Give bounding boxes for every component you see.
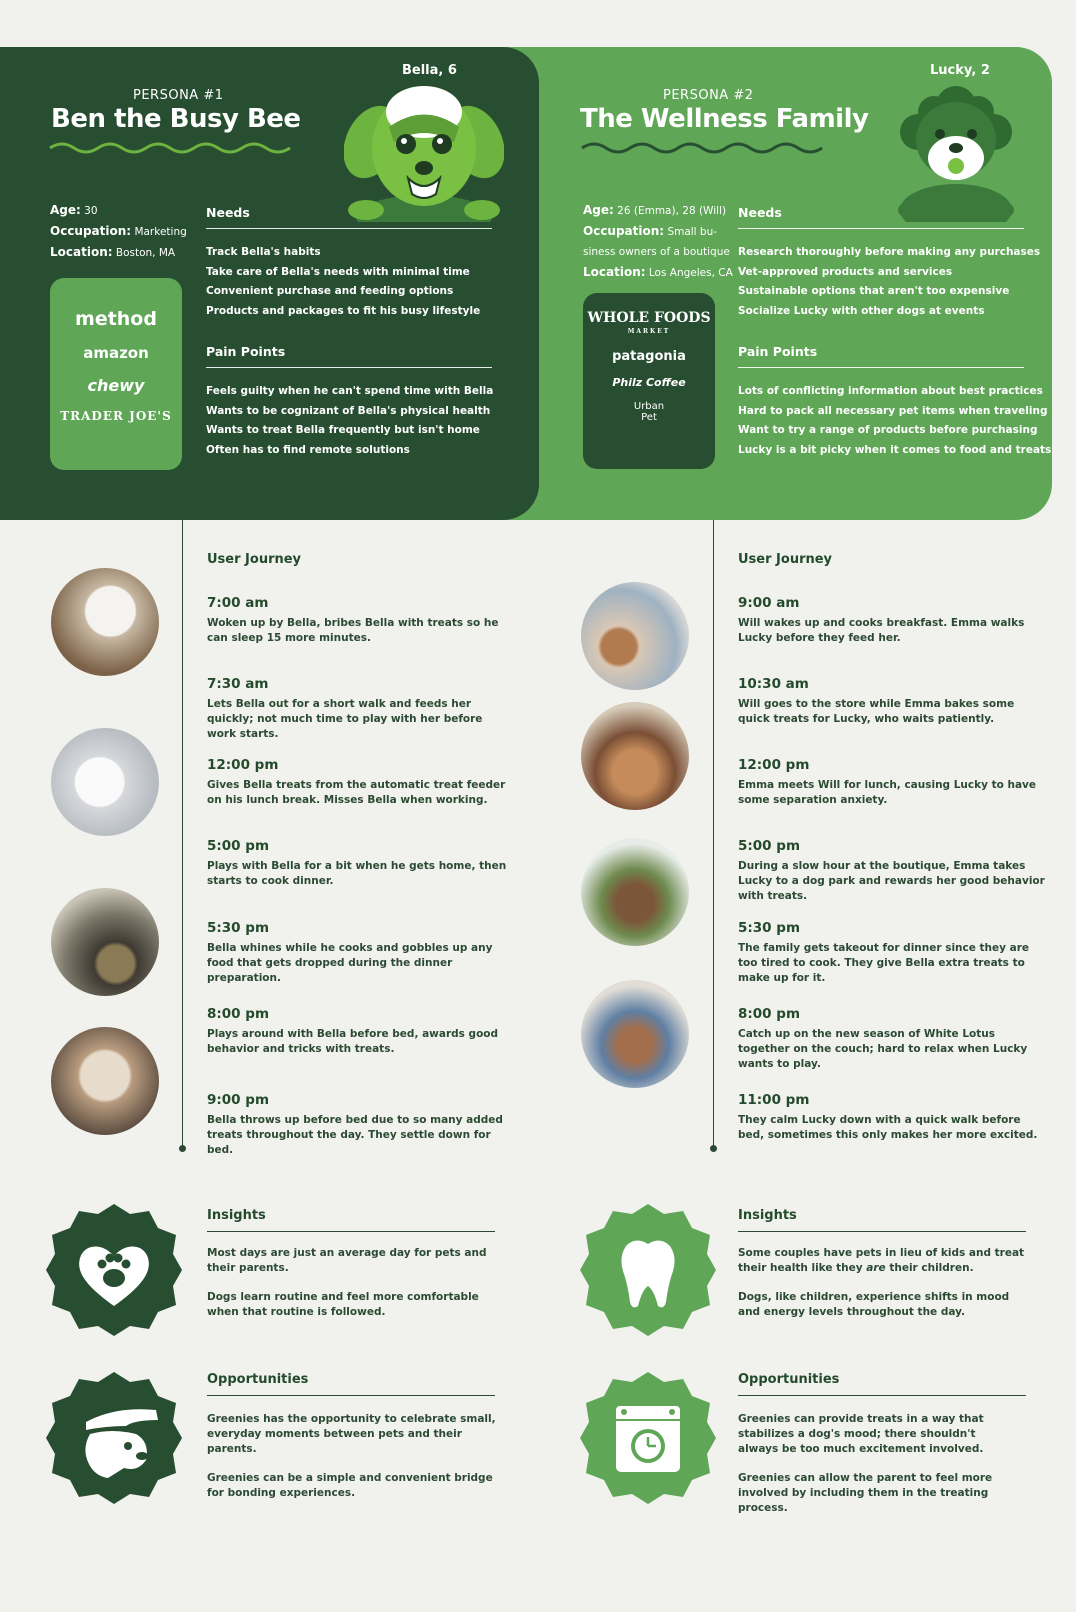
journey-entry: 5:00 pm During a slow hour at the boutique, Emma takes Lucky to a dog park and rewards her good behavior with treats.	[738, 838, 1045, 902]
lucky-dog-illustration-icon	[894, 82, 1018, 222]
needs-heading: Needs	[738, 205, 1024, 229]
journey-entry: 8:00 pm Catch up on the new season of White Lotus together on the couch; hard to relax when Lucky wants to play.	[738, 1006, 1028, 1070]
journey-entry: 12:00 pm Emma meets Will for lunch, causing Lucky to have some separation anxiety.	[738, 757, 1037, 806]
opportunity-text: Greenies can allow the parent to feel more involved by including them in the treating process.	[738, 1472, 993, 1514]
persona1-pain-points	[206, 344, 493, 460]
list-item: Track Bella's habits	[206, 246, 321, 258]
persona1-demographics	[50, 200, 187, 263]
wave-underline-icon	[48, 140, 298, 156]
insight-text: Dogs learn routine and feel more comfortable when that routine is followed.	[207, 1291, 479, 1318]
persona2-opportunities	[738, 1372, 1026, 1516]
journey-entry: 12:00 pm Gives Bella treats from the automatic treat feeder on his lunch break. Misses Bella when working.	[207, 757, 506, 806]
location-label: Location:	[583, 265, 646, 279]
persona2-label: PERSONA #2	[663, 88, 754, 103]
insight-text: Most days are just an average day for pets and their parents.	[207, 1247, 487, 1274]
opportunities-heading: Opportunities	[207, 1372, 495, 1396]
photo-couch-family	[581, 980, 689, 1088]
insight-text: Some couples have pets in lieu of kids and treat their health like they are their children.	[738, 1247, 1025, 1274]
persona2-insights	[738, 1208, 1028, 1320]
persona2-brand-box	[583, 293, 715, 469]
hand-petting-dog-icon	[46, 1370, 182, 1506]
list-item: Hard to pack all necessary pet items when traveling	[738, 404, 1048, 417]
list-item: Take care of Bella's needs with minimal time	[206, 265, 470, 278]
occupation-label: Occupation:	[583, 224, 665, 238]
journey1-heading: User Journey	[207, 552, 302, 567]
persona1-dog-name: Bella, 6	[402, 63, 457, 78]
persona2-name: The Wellness Family	[580, 104, 869, 134]
bella-dog-illustration-icon	[344, 82, 504, 222]
persona2-dog-name: Lucky, 2	[930, 63, 990, 78]
journey2-heading: User Journey	[738, 552, 833, 567]
photo-breakfast	[581, 582, 689, 690]
list-item: Convenient purchase and feeding options	[206, 285, 454, 298]
persona1-brand-box	[50, 278, 182, 470]
tooth-icon	[580, 1202, 716, 1338]
occupation-value: Marketing	[134, 226, 187, 238]
journey-entry: 8:00 pm Plays around with Bella before bed, awards good behavior and tricks with treats.	[207, 1006, 499, 1055]
journey-entry: 10:30 am Will goes to the store while Emma bakes some quick treats for Lucky, who waits patiently.	[738, 676, 1015, 725]
photo-kitchen-cooking	[51, 888, 159, 996]
list-item: Wants to be cognizant of Bella's physical health	[206, 404, 491, 417]
insight-text: Dogs, like children, experience shifts in mood and energy levels throughout the day.	[738, 1291, 1010, 1318]
journey-entry: 9:00 pm Bella throws up before bed due to so many added treats throughout the day. They settle down for bed.	[207, 1092, 503, 1156]
list-item: Sustainable options that aren't too expensive	[738, 285, 1010, 298]
journey-entry: 7:00 am Woken up by Bella, bribes Bella with treats so he can sleep 15 more minutes.	[207, 595, 499, 644]
insights-heading: Insights	[738, 1208, 1026, 1232]
heart-paw-icon	[46, 1202, 182, 1338]
persona2-pain-points	[738, 344, 1051, 460]
pain-points-heading: Pain Points	[206, 344, 492, 368]
persona1-needs	[206, 205, 492, 321]
photo-dog-resting	[51, 1027, 159, 1135]
persona1-label: PERSONA #1	[133, 88, 224, 103]
list-item: Want to try a range of products before purchasing	[738, 424, 1038, 437]
treat-dispenser-icon	[580, 1370, 716, 1506]
opportunities-heading: Opportunities	[738, 1372, 1026, 1396]
wave-underline-icon	[580, 140, 836, 156]
journey-entry: 5:00 pm Plays with Bella for a bit when he gets home, then starts to cook dinner.	[207, 838, 507, 887]
timeline-line-1	[182, 520, 183, 1148]
opportunity-text: Greenies has the opportunity to celebrate small, everyday moments between pets and their parents.	[207, 1413, 496, 1455]
journey-entry: 11:00 pm They calm Lucky down with a quick walk before bed, sometimes this only makes her more excited.	[738, 1092, 1038, 1141]
age-value: 30	[84, 205, 98, 217]
persona1-name: Ben the Busy Bee	[51, 104, 301, 134]
persona1-insights	[207, 1208, 497, 1320]
timeline-end-dot	[710, 1145, 717, 1152]
brand-urbanpet-logo: Urban Pet	[633, 401, 665, 423]
journey-entry: 5:30 pm The family gets takeout for dinner since they are too tired to cook. They give Bella extra treats to make up for it.	[738, 920, 1030, 984]
photo-dog-standing	[51, 568, 159, 676]
opportunity-text: Greenies can be a simple and convenient bridge for bonding experiences.	[207, 1472, 493, 1499]
brand-philz-logo: Philz Coffee	[612, 376, 686, 389]
persona2-needs	[738, 205, 1040, 321]
age-label: Age:	[583, 203, 614, 217]
brand-patagonia-logo: patagonia	[612, 349, 686, 364]
journey-entry: 7:30 am Lets Bella out for a short walk and feeds her quickly; not much time to play with her before work starts.	[207, 676, 483, 740]
photo-boutique-store	[581, 702, 689, 810]
persona1-opportunities	[207, 1372, 497, 1501]
list-item: Wants to treat Bella frequently but isn't home	[206, 424, 480, 437]
list-item: Research thoroughly before making any purchases	[738, 246, 1041, 258]
location-value: Boston, MA	[115, 247, 176, 259]
list-item: Lucky is a bit picky when it comes to food and treats	[738, 443, 1052, 456]
photo-dog-feeder	[51, 728, 159, 836]
list-item: Socialize Lucky with other dogs at events	[738, 304, 985, 317]
brand-amazon-logo: amazon	[83, 344, 149, 362]
persona2-demographics	[583, 200, 733, 283]
occupation-value: Small bu-	[667, 226, 718, 238]
brand-traderjoes-logo: TRADER JOE'S	[60, 409, 172, 423]
pain-points-heading: Pain Points	[738, 344, 1024, 368]
age-value: 26 (Emma), 28 (Will)	[617, 205, 727, 217]
needs-heading: Needs	[206, 205, 492, 229]
occupation-value-cont: siness owners of a boutique	[583, 246, 730, 258]
journey-entry: 5:30 pm Bella whines while he cooks and gobbles up any food that gets dropped during the dinner preparation.	[207, 920, 493, 984]
brand-chewy-logo: chewy	[87, 376, 145, 395]
age-label: Age:	[50, 203, 81, 217]
timeline-line-2	[713, 520, 714, 1148]
photo-dog-park	[581, 838, 689, 946]
location-value: Los Angeles, CA	[648, 267, 733, 279]
list-item: Vet-approved products and services	[738, 265, 953, 278]
list-item: Often has to find remote solutions	[206, 443, 410, 456]
location-label: Location:	[50, 245, 113, 259]
list-item: Lots of conflicting information about best practices	[738, 385, 1043, 397]
insights-heading: Insights	[207, 1208, 495, 1232]
brand-wholefoods-logo: WHOLE FOODS MARKET	[587, 310, 711, 335]
list-item: Products and packages to fit his busy lifestyle	[206, 304, 481, 317]
brand-method-logo: method	[75, 308, 157, 330]
occupation-label: Occupation:	[50, 224, 132, 238]
opportunity-text: Greenies can provide treats in a way that stabilizes a dog's mood; there shouldn't always be too much excitement involved.	[738, 1413, 984, 1455]
list-item: Feels guilty when he can't spend time with Bella	[206, 385, 494, 397]
journey-entry: 9:00 am Will wakes up and cooks breakfast. Emma walks Lucky before they feed her.	[738, 595, 1025, 644]
timeline-end-dot	[179, 1145, 186, 1152]
